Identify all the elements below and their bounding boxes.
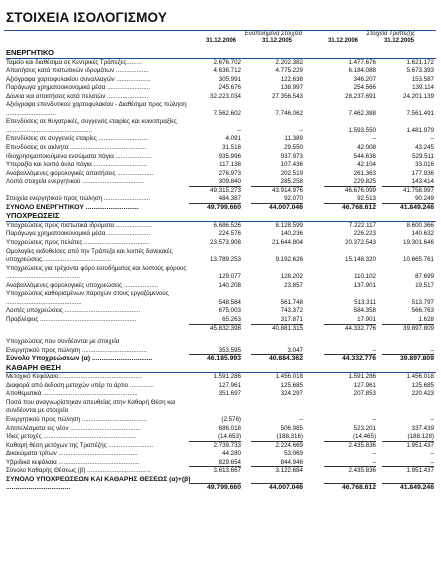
row-label: Ποσά που αναγνωρίστηκαν απευθείας στην Καθαρή Θέση και συνδέονται με στοιχεία [6, 398, 176, 415]
row-value: 1.621.172 [406, 58, 434, 66]
row-label: Ομολογίες εκδοθείσες από την Τράπεζα και λοιπές δανειακές υποχρεώσεις........................................ [6, 247, 173, 264]
row-value: 49.799.660 [189, 483, 241, 493]
row-value: 87.699 [415, 273, 434, 281]
row-value: 1.951.437 [382, 466, 434, 476]
table-row [6, 338, 436, 347]
row-value: 7.746.062 [275, 109, 303, 117]
row-value: – [430, 415, 434, 423]
row-value: 46.185.993 [189, 354, 241, 364]
row-value: 11.389 [284, 135, 303, 143]
table-row [6, 161, 436, 170]
table-row [6, 230, 436, 239]
row-label: Δάνεια και απαιτήσεις κατά πελατών ........................ [6, 92, 149, 100]
table-row [6, 187, 436, 196]
row-value: 5.673.393 [406, 67, 434, 75]
row-value: 513.311 [354, 298, 376, 306]
row-value: 2.739.733 [189, 441, 241, 451]
row-value: 20.372.543 [345, 239, 376, 247]
row-value: 675.003 [218, 307, 241, 315]
row-value: 19.301.646 [403, 239, 434, 247]
row-value: 220.423 [411, 390, 434, 398]
row-value: 125.685 [411, 381, 434, 389]
year-header: 31.12.2005 [383, 38, 414, 44]
row-value: 561.748 [280, 298, 303, 306]
row-value: 285.258 [280, 178, 303, 186]
bank-group-label: Στοιχεία Τραπέζης [366, 31, 415, 37]
row-value: 346.207 [353, 75, 376, 83]
row-value: 44.332.776 [324, 354, 376, 364]
row-value: – [372, 346, 376, 354]
row-value: 224.576 [218, 230, 241, 238]
row-value: 1.456.018 [406, 373, 434, 381]
row-value: 138.997 [280, 84, 303, 92]
row-value: 24.201.139 [403, 92, 434, 100]
table-row [6, 101, 436, 118]
row-label: Υποχρεώσεις προς πιστωτικά ιδρύματα ..................... [6, 221, 152, 229]
table-row [6, 373, 436, 382]
row-label: Καθαρή θέση μετόχων της Τραπέζης .......................... [6, 441, 154, 449]
row-value: – [430, 346, 434, 354]
row-value: 2.676.702 [213, 58, 241, 66]
table-row [6, 67, 436, 76]
section-heading [6, 364, 436, 374]
row-value: (14.653) [217, 433, 241, 441]
row-label: Προβλέψεις ........................................................ [6, 315, 137, 323]
row-label: Παράγωγα χρηματοοικονομικά μέσα ......................... [6, 230, 151, 238]
row-label: Αναβαλλόμενες φορολογικές υποχρεώσεις .................... [6, 281, 159, 289]
table-row [6, 382, 436, 391]
row-value: 41.758.997 [382, 186, 434, 196]
row-label: Επενδύσεις σε ακίνητα ............................................ [6, 144, 146, 152]
row-label: Ενεργητικού προς πώληση ...................................... [6, 415, 148, 423]
row-value: 40.884.362 [251, 354, 303, 364]
row-label: Λοιπές υποχρεώσεις ............................................ [6, 307, 141, 315]
row-value: 140.208 [218, 281, 241, 289]
row-value: 31.518 [222, 144, 241, 152]
row-value: 7.561.491 [406, 109, 434, 117]
row-label: ΣΥΝΟΛΟ ΥΠΟΧΡΕΩΣΕΩΝ ΚΑΙ ΚΑΘΑΡΗΣ ΘΕΣΕΩΣ (α)+(β) .................................. [6, 475, 191, 492]
row-value: 229.825 [353, 178, 376, 186]
row-value: 3.047 [287, 346, 303, 354]
row-label: Λοιπά στοιχεία ενεργητικού .................................... [6, 178, 145, 186]
table-row [6, 144, 436, 153]
table-row [6, 307, 436, 316]
row-label: Επενδύσεις σε θυγατρικές, συγγενείς εταιρίες και κοινοπραξίες .................................................. [6, 118, 177, 134]
row-value: 107.436 [280, 161, 303, 169]
row-value: 137.901 [353, 281, 376, 289]
row-value: 46.768.612 [324, 203, 376, 213]
row-value: 143.414 [411, 178, 434, 186]
bank-column-header [302, 31, 415, 45]
table-row [6, 390, 436, 399]
table-row [6, 399, 436, 416]
row-value: – [299, 415, 303, 423]
table-row [6, 476, 436, 493]
table-row [6, 248, 436, 265]
row-value: 29.550 [284, 144, 303, 152]
row-value: 44.007.046 [251, 483, 303, 493]
row-value: 46.676.099 [324, 186, 376, 196]
table-row [6, 467, 436, 476]
row-label: Απαιτήσεις κατά πιστωτικών ιδρυμάτων ................... [6, 67, 149, 75]
row-label: Υποχρεώσεις για τρέχοντα φόρο εισοδήματος και λοιπούς φόρους ........................................... [6, 264, 187, 281]
balance-sheet-table [6, 49, 436, 493]
row-value: 49.315.273 [189, 186, 241, 196]
row-label: Ενεργητικού προς πώληση ...................................... [6, 346, 148, 354]
section-heading [6, 49, 436, 59]
row-value: 140.632 [411, 230, 434, 238]
row-value: 19.517 [415, 281, 434, 289]
row-value: 937.973 [280, 152, 303, 160]
row-value: 53.069 [284, 450, 303, 458]
table-row [6, 153, 436, 162]
table-row [6, 135, 436, 144]
table-row [6, 325, 436, 334]
row-value: – [430, 135, 434, 143]
row-value: 128.202 [280, 273, 303, 281]
consolidated-group-label: Ενοποιημένα Στοιχεία [244, 31, 302, 37]
row-value: 46.768.612 [324, 483, 376, 493]
table-row [6, 59, 436, 68]
row-value: 202.519 [280, 169, 303, 177]
row-value: 6.686.526 [213, 221, 241, 229]
row-label: Στοιχεία ενεργητικού προς πώληση ........................... [6, 195, 151, 203]
table-row [6, 290, 436, 307]
table-row [6, 170, 436, 179]
row-value: 117.138 [219, 161, 241, 169]
row-value: 9.192.626 [275, 256, 303, 264]
row-value: 33.016 [415, 161, 434, 169]
row-value: 1.951.437 [382, 441, 434, 451]
row-value: (14.465) [352, 433, 376, 441]
row-value: 743.372 [280, 307, 303, 315]
row-value: 42.104 [357, 161, 376, 169]
row-value: 15.148.320 [345, 256, 376, 264]
row-value: 41.849.246 [382, 203, 434, 213]
row-value: 129.077 [218, 273, 241, 281]
row-label: Επενδύσεις σε συγγενείς εταιρίες ............................. [6, 135, 149, 143]
row-value: 122.638 [280, 75, 303, 83]
table-row [6, 416, 436, 425]
row-value: 43.914.976 [251, 186, 303, 196]
row-label: Ίδιες μετοχές ...................................................... [6, 433, 137, 441]
row-value: 41.849.246 [382, 483, 434, 493]
row-value: 39.897.809 [382, 324, 434, 334]
row-value: 7.562.602 [213, 109, 241, 117]
row-value: 32.223.034 [210, 92, 241, 100]
row-value: 127.961 [218, 381, 241, 389]
row-value: 8.128.599 [275, 221, 303, 229]
row-label: Αξιόγραφα χαρτοφυλακίου συναλλαγών .................... [6, 75, 151, 83]
row-value: 245.676 [218, 84, 241, 92]
row-value: 1.481.979 [406, 126, 434, 134]
row-value: 90.249 [415, 195, 434, 203]
row-value: 92.070 [284, 195, 303, 203]
row-value: 127.961 [353, 381, 376, 389]
row-value: 544.636 [353, 152, 376, 160]
row-value: 43.245 [415, 144, 434, 152]
row-value: 2.224.669 [251, 441, 303, 451]
row-value: 529.511 [412, 152, 434, 160]
section-heading [6, 212, 436, 222]
row-value: 513.797 [411, 298, 434, 306]
row-value: 506.985 [280, 424, 303, 432]
row-value: 548.584 [218, 298, 241, 306]
row-value: 6.184.088 [348, 67, 376, 75]
row-label: Διαφορά από έκδοση μετοχών υπέρ το άρτιο .............. [6, 381, 154, 389]
table-row [6, 118, 436, 135]
row-value: – [299, 126, 303, 134]
row-value: 226.223 [353, 230, 376, 238]
row-value: 337.439 [411, 424, 434, 432]
row-value: – [430, 450, 434, 458]
row-value: 42.008 [357, 144, 376, 152]
row-label: Παράγωγα χρηματοοικονομικά μέσα ......................... [6, 84, 151, 92]
row-value: 317.871 [280, 315, 303, 323]
row-value: 261.363 [353, 169, 376, 177]
row-value: 305.991 [218, 75, 241, 83]
row-label: ΣΥΝΟΛΟ ΕΝΕΡΓΗΤΙΚΟΥ ............................ [6, 203, 139, 211]
row-value: 566.763 [411, 307, 434, 315]
year-header: 31.12.2005 [261, 38, 292, 44]
table-row [6, 222, 436, 231]
row-value: 110.102 [354, 273, 376, 281]
row-value: 21.644.804 [272, 239, 303, 247]
table-row [6, 265, 436, 282]
row-value: – [237, 126, 241, 134]
row-value: 523.201 [353, 424, 376, 432]
row-value: 1.456.018 [275, 373, 303, 381]
row-label: Υποχρεώσεις που συνδέονται με στοιχεία [6, 338, 120, 346]
row-value: 353.595 [218, 346, 241, 354]
row-value: 44.007.046 [251, 203, 303, 213]
row-value: 140.236 [280, 230, 303, 238]
row-label: Αξιόγραφα επενδυτικού χαρτοφυλακίου - Διαθέσιμα προς πώληση ............................. [6, 101, 187, 117]
row-value: 844.946 [280, 458, 303, 466]
row-value: 276.973 [218, 169, 241, 177]
row-value: 27.356.543 [272, 92, 303, 100]
row-value: 1.477.676 [348, 58, 376, 66]
row-value: 1.591.286 [348, 373, 376, 381]
row-value: 92.513 [357, 195, 376, 203]
row-label: Υποχρεώσεις καθορισμένων παροχών στους εργαζόμενους ............................................ [6, 290, 169, 306]
row-value: – [372, 415, 376, 423]
row-value: 484.387 [218, 195, 241, 203]
row-label: ΥΠΟΧΡΕΩΣΕΙΣ [6, 211, 60, 221]
row-value: 23.857 [284, 281, 303, 289]
table-row [6, 425, 436, 434]
row-value: 309.840 [218, 178, 241, 186]
row-value: 13.789.253 [210, 256, 241, 264]
row-label: Μετοχικό Κεφάλαιο................................................. [6, 373, 143, 381]
row-value: – [372, 450, 376, 458]
row-value: 2.435.836 [324, 466, 376, 476]
row-value: 207.853 [353, 390, 376, 398]
table-row [6, 84, 436, 93]
row-value: – [430, 458, 434, 466]
row-label: Σύνολο Καθαρής Θέσεως (β) ..................................... [6, 467, 151, 475]
row-label: Αποτελέσματα εις νέον ......................................... [6, 424, 141, 432]
row-value: 125.685 [280, 381, 303, 389]
row-value: – [372, 135, 376, 143]
row-label: Υποχρεώσεις προς πελάτες ...................................... [6, 239, 150, 247]
row-value: 254.566 [353, 84, 376, 92]
consolidated-column-header [180, 31, 302, 45]
table-row [6, 76, 436, 85]
row-value: 45.832.398 [189, 324, 241, 334]
row-value: 324.297 [280, 390, 303, 398]
row-value: 829.654 [218, 458, 241, 466]
row-label: Αναβαλλόμενες φορολογικές απαιτήσεις ..................... [6, 169, 154, 177]
row-label: ΕΝΕΡΓΗΤΙΚΟ [6, 48, 54, 57]
row-value: 39.897.809 [382, 354, 434, 364]
row-value: 935.996 [218, 152, 241, 160]
row-value: 28.237.691 [345, 92, 376, 100]
row-value: – [372, 458, 376, 466]
row-value: (2.576) [221, 415, 241, 423]
row-value: 7.462.388 [348, 109, 376, 117]
table-row [6, 442, 436, 451]
row-value: (188.316) [276, 433, 303, 441]
row-value: 1.591.286 [213, 373, 241, 381]
row-value: 4.091 [225, 135, 241, 143]
row-value: 8.600.366 [406, 221, 434, 229]
row-value: 4.775.229 [275, 67, 303, 75]
row-label: Ταμείο και διαθέσιμα σε Κεντρικές Τράπεζες......... [6, 58, 142, 66]
row-value: 4.636.712 [213, 67, 241, 75]
table-row [6, 204, 436, 213]
row-value: 1.628 [418, 315, 434, 323]
row-value: 153.587 [411, 75, 434, 83]
table-row [6, 93, 436, 102]
row-value: 351.697 [218, 390, 241, 398]
table-row [6, 450, 436, 459]
row-value: 3.613.667 [189, 466, 241, 476]
row-value: 23.573.908 [210, 239, 241, 247]
row-value: 65.263 [222, 315, 241, 323]
row-value: 10.665.761 [403, 256, 434, 264]
row-value: 44.280 [222, 450, 241, 458]
year-header: 31.12.2006 [205, 38, 236, 44]
row-value: 139.114 [412, 84, 434, 92]
table-row [6, 239, 436, 248]
year-header: 31.12.2006 [327, 38, 358, 44]
row-label: Δικαιώματα τρίτων .............................................. [6, 450, 138, 458]
row-value: 177.936 [411, 169, 434, 177]
row-value: 49.799.660 [189, 203, 241, 213]
row-label: Αποθεματικά ....................................................... [6, 390, 138, 398]
row-value: (188.128) [407, 433, 434, 441]
row-label: Ιδιοχρησιμοποιούμενα ενσώματα πάγια ..................... [6, 152, 152, 160]
table-row [6, 282, 436, 291]
row-value: 1.593.550 [348, 126, 376, 134]
row-value: 40.881.315 [251, 324, 303, 334]
page-title: ΣΤΟΙΧΕΙΑ ΙΣΟΛΟΓΙΣΜΟΥ [6, 10, 168, 25]
row-label: ΚΑΘΑΡΗ ΘΕΣΗ [6, 362, 61, 372]
table-row [6, 355, 436, 364]
row-value: 7.222.117 [348, 221, 376, 229]
row-value: 686.018 [218, 424, 241, 432]
row-label: Υπεραξία και λοιπά άυλα πάγια ............................... [6, 161, 147, 169]
row-value: 2.435.836 [324, 441, 376, 451]
row-value: 44.332.776 [324, 324, 376, 334]
row-label: Σύνολο Υποχρεώσεων (α) ................................ [6, 355, 153, 363]
row-value: 2.202.382 [275, 58, 303, 66]
row-value: 17.901 [357, 315, 376, 323]
row-value: 3.122.684 [251, 466, 303, 476]
row-value: 584.358 [353, 307, 376, 315]
row-label: Υβριδικά κεφάλαια ............................................... [6, 458, 140, 466]
